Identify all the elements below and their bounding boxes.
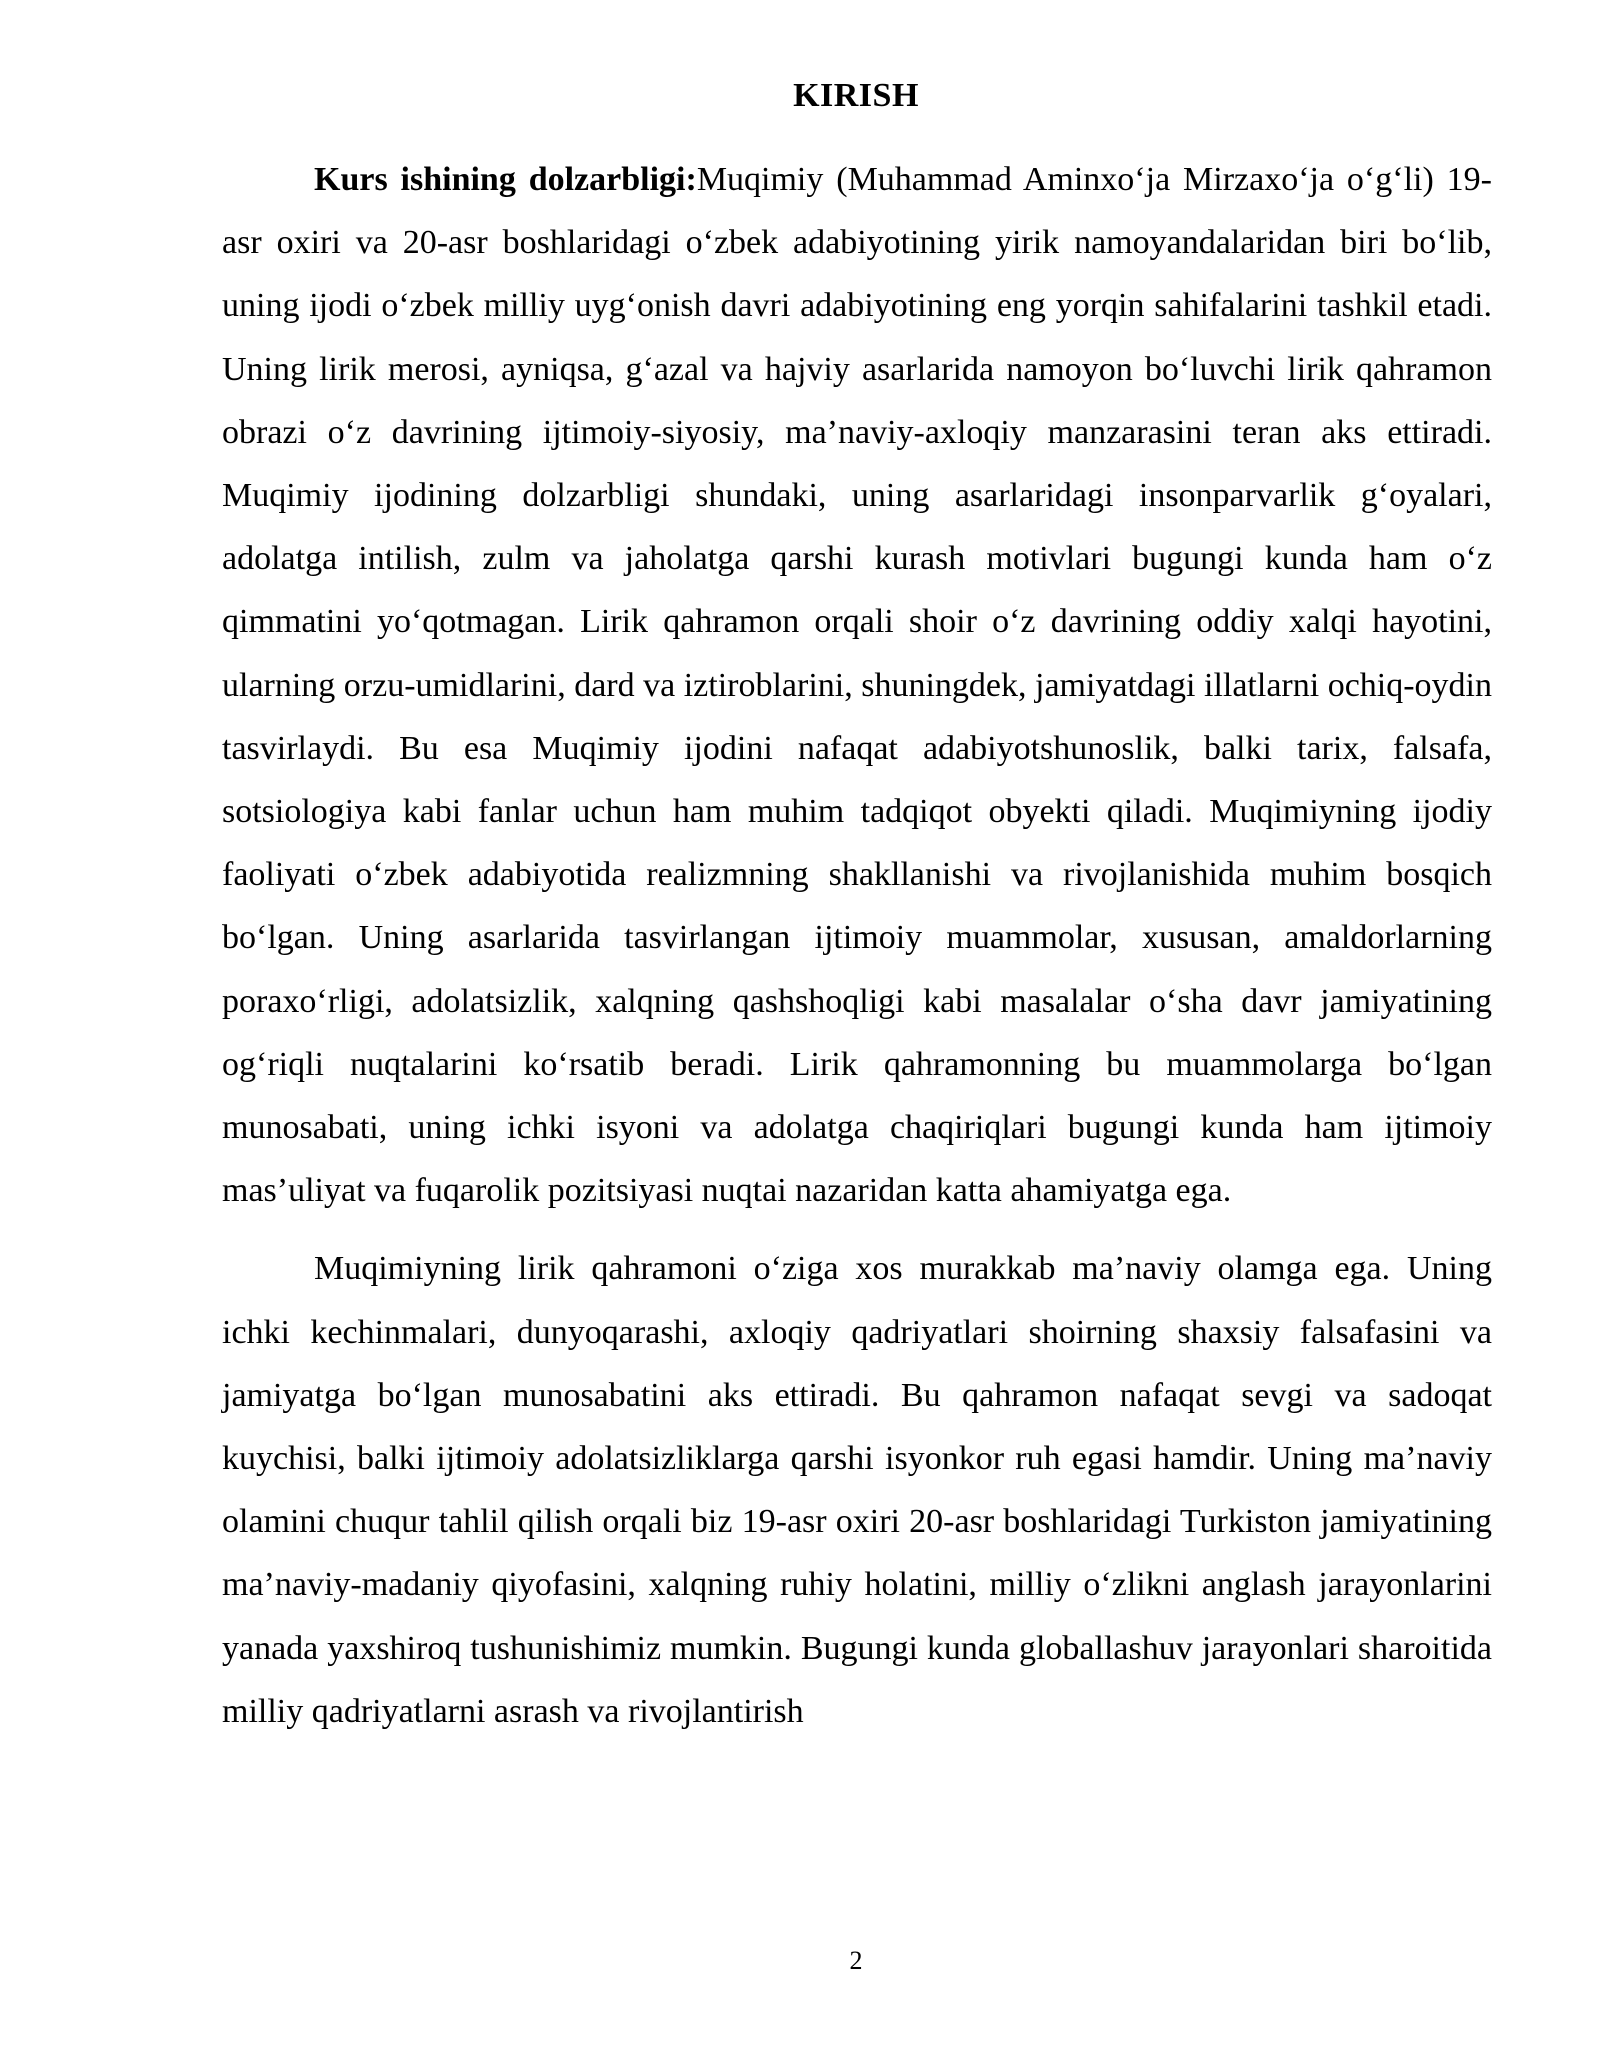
paragraph-text: Muqimiy (Muhammad Aminxo‘ja Mirzaxo‘ja o‘g‘li) 19-asr oxiri va 20-asr boshlaridagi o‘zbek adabiyotining yirik namoyandalaridan biri bo‘lib, uning ijodi o‘zbek milliy uyg‘onish davri adabiyotining eng yorqin sahifalarini tashkil etadi. Uning lirik merosi, ayniqsa, g‘azal va hajviy asarlarida namoyon bo‘luvchi lirik qahramon obrazi o‘z davrining ijtimoiy-siyosiy, ma’naviy-axloqiy manzarasini teran aks ettiradi. Muqimiy ijodining dolzarbligi shundaki, uning asarlaridagi insonparvarlik g‘oyalari, adolatga intilish, zulm va jaholatga qarshi kurash motivlari bugungi kunda ham o‘z qimmatini yo‘qotmagan. Lirik qahramon orqali shoir o‘z davrining oddiy xalqi hayotini, ularning orzu-umidlarini, dard va iztiroblarini, shuningdek, jamiyatdagi illatlarni ochiq-oydin tasvirlaydi. Bu esa Muqimiy ijodini nafaqat adabiyotshunoslik, balki tarix, falsafa, sotsiologiya kabi fanlar uchun ham muhim tadqiqot obyekti qiladi. Muqimiyning ijodiy faoliyati o‘zbek adabiyotida realizmning shakllanishi va rivojlanishida muhim bosqich bo‘lgan. Uning asarlarida tasvirlangan ijtimoiy muammolar, xususan, amaldorlarning poraxo‘rligi, adolatsizlik, xalqning qashshoqligi kabi masalalar o‘sha davr jamiyatining og‘riqli nuqtalarini ko‘rsatib beradi. Lirik qahramonning bu muammolarga bo‘lgan munosabati, uning ichki isyoni va adolatga chaqiriqlari bugungi kunda ham ijtimoiy mas’uliyat va fuqarolik pozitsiyasi nuqtai nazaridan katta ahamiyatga ega. xyxy=(222,161,1492,1210)
paragraph-text: Muqimiyning lirik qahramoni o‘ziga xos murakkab ma’naviy olamga ega. Uning ichki kechinmalari, dunyoqarashi, axloqiy qadriyatlari shoirning shaxsiy falsafasini va jamiyatga bo‘lgan munosabatini aks ettiradi. Bu qahramon nafaqat sevgi va sadoqat kuychisi, balki ijtimoiy adolatsizliklarga qarshi isyonkor ruh egasi hamdir. Uning ma’naviy olamini chuqur tahlil qilish orqali biz 19-asr oxiri 20-asr boshlaridagi Turkiston jamiyatining ma’naviy-madaniy qiyofasini, xalqning ruhiy holatini, milliy o‘zlikni anglash jarayonlarini yanada yaxshiroq tushunishimiz mumkin. Bugungi kunda globallashuv jarayonlari sharoitida milliy qadriyatlarni asrash va rivojlantirish xyxy=(222,1250,1492,1730)
paragraph-lyric-hero xyxy=(222,1237,1492,1743)
paragraph-relevance xyxy=(222,148,1492,1222)
section-heading: KIRISH xyxy=(793,77,919,114)
document-body xyxy=(222,148,1492,1743)
paragraph-lead: Kurs ishining dolzarbligi: xyxy=(314,161,697,198)
page-number: 2 xyxy=(849,1946,863,1975)
